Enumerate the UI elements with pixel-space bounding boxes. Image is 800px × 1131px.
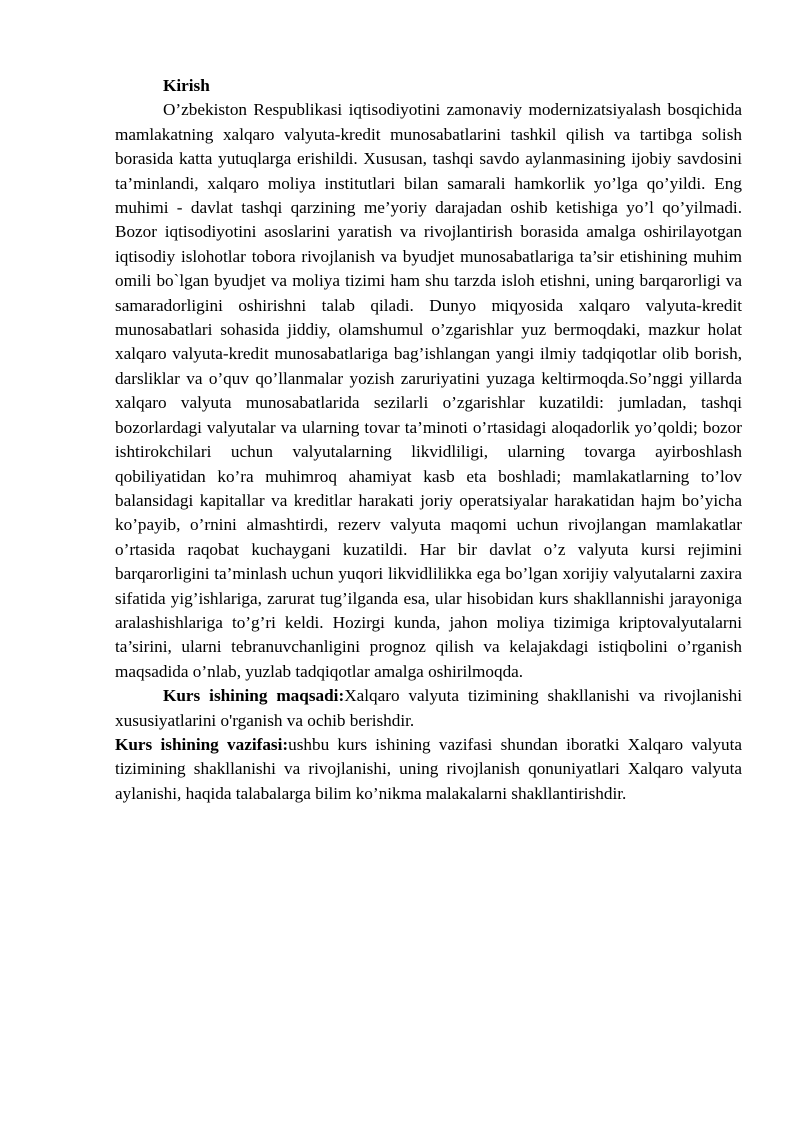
goal-label: Kurs ishining maqsadi:	[163, 686, 345, 706]
section-heading: Kirish	[163, 76, 210, 95]
task-text: ushbu kurs ishining vazifasi shundan iboratki Xalqaro valyuta tizimining shakllanishi va rivojlanishi, uning rivojlanish qonuniyatlari Xalqaro valyuta aylanishi, haqida talabalarga bilim ko’nikma malakalarni shakllantirishdir.	[115, 734, 742, 803]
document-page	[115, 74, 742, 806]
task-paragraph	[115, 733, 742, 806]
goal-text: Xalqaro valyuta tizimining shakllanishi va rivojlanishi xususiyatlarini o'rganish va ochib berishdir.	[115, 686, 742, 730]
goal-paragraph	[115, 684, 742, 733]
intro-paragraph: O’zbekiston Respublikasi iqtisodiyotini zamonaviy modernizatsiyalash bosqichida mamlakatning xalqaro valyuta-kredit munosabatlarini tashkil qilish va tartibga solish borasida katta yutuqlarga erishildi. Xususan, tashqi savdo aylanmasining ijobiy savdosini ta’minlandi, xalqaro moliya institutlari bilan samarali hamkorlik yo’lga qo’yildi. Eng muhimi - davlat tashqi qarzining me’yoriy darajadan oshib ketishiga yo’l qo’yilmadi. Bozor iqtisodiyotini asoslarini yaratish va rivojlantirish borasida amalga oshirilayotgan iqtisodiy islohotlar tobora rivojlanish va byudjet munosabatlariga ta’sir etishining muhim omili bo`lgan byudjet va moliya tizimi ham shu tarzda isloh etishni, uning barqarorligi va samaradorligini oshirishni talab qiladi. Dunyo miqyosida xalqaro valyuta-kredit munosabatlari sohasida jiddiy, olamshumul o’zgarishlar yuz bermoqdaki, mazkur holat xalqaro valyuta-kredit munosabatlariga bag’ishlangan yangi ilmiy tadqiqotlar olib borish, darsliklar va o’quv qo’llanmalar yozish zaruriyatini yuzaga keltirmoqda.So’nggi yillarda xalqaro valyuta munosabatlarida sezilarli o’zgarishlar kuzatildi: jumladan, tashqi bozorlardagi valyutalar va ularning tovar ta’minoti o’rtasidagi aloqadorlik yo’qoldi; bozor ishtirokchilari uchun valyutalarning likvidliligi, ularning tovarga ayirboshlash qobiliyatidan ko’ra muhimroq ahamiyat kasb eta boshladi; mamlakatlarning to’lov balansidagi kapitallar va kreditlar harakati joriy operatsiyalar harakatidan hajm bo’yicha ko’payib, o’rnini almashtirdi, rezerv valyuta maqomi uchun rivojlangan mamlakatlar o’rtasida raqobat kuchaygani kuzatildi. Har bir davlat o’z valyuta kursi rejimini barqarorligini ta’minlash uchun yuqori likvidlilikka ega bo’lgan xorijiy valyutalarni zaxira sifatida yig’ishlariga, zarurat tug’ilganda esa, ular hisobidan kurs shakllannishi jarayoniga aralashishlariga to’g’ri keldi. Hozirgi kunda, jahon moliya tizimiga kriptovalyutalarni ta’sirini, ularni tebranuvchanligini prognoz qilish va kelajakdagi istiqbolini o’rganish maqsadida o’nlab, yuzlab tadqiqotlar amalga oshirilmoqda.	[115, 100, 742, 681]
task-label: Kurs ishining vazifasi:	[115, 734, 289, 754]
